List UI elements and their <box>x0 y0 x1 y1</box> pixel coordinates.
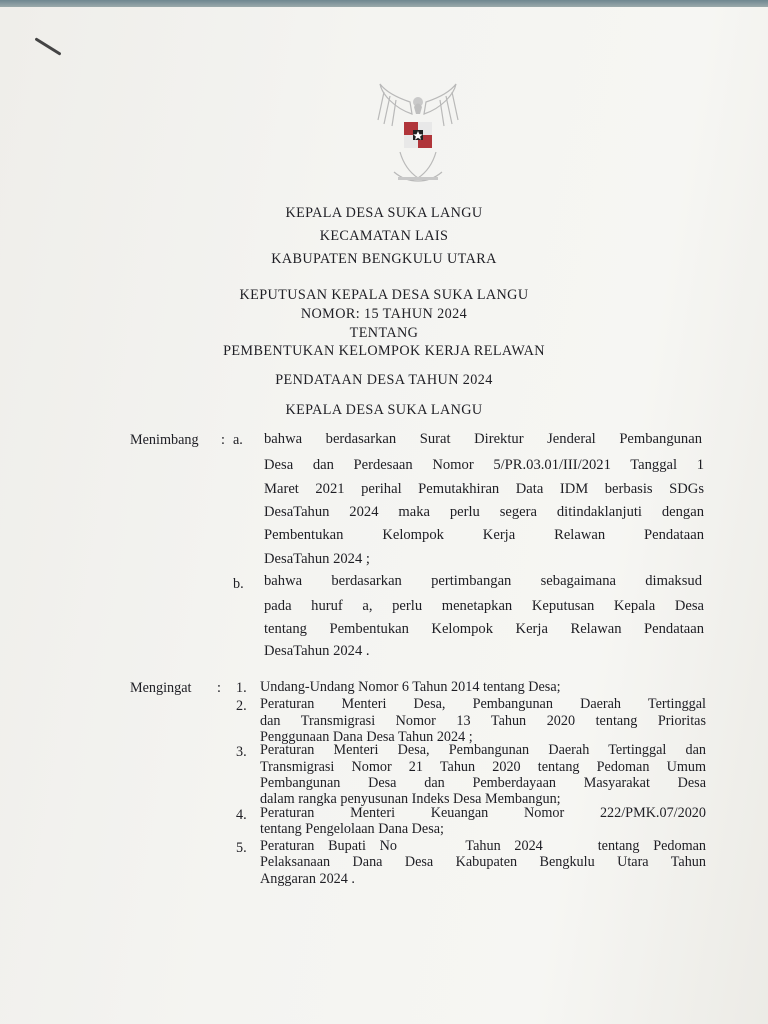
mengingat-marker-3: 3. <box>236 744 247 760</box>
mengingat-2-line: Penggunaan Dana Desa Tahun 2024 ; <box>260 729 473 745</box>
mengingat-marker-4: 4. <box>236 807 247 823</box>
header-line-3: KABUPATEN BENGKULU UTARA <box>271 251 497 267</box>
header-line-2: KECAMATAN LAIS <box>319 228 449 244</box>
mengingat-3-line: Peraturan Menteri Desa, Pembangunan Daerah Tertinggal dan <box>260 742 706 758</box>
mengingat-4-line: Peraturan Menteri Keuangan Nomor 222/PMK.07/2020 <box>260 805 706 821</box>
mengingat-3-line: Pembangunan Desa dan Pemberdayaan Masyarakat Desa <box>260 775 706 791</box>
menimbang-b-line: tentang Pembentukan Kelompok Kerja Relawan Pendataan <box>264 621 704 637</box>
mengingat-3-line: dalam rangka penyusunan Indeks Desa Membangun; <box>260 791 561 807</box>
menimbang-marker-a: a. <box>233 432 243 448</box>
menimbang-a-line: DesaTahun 2024 ; <box>264 551 370 567</box>
mengingat-5-line: Pelaksanaan Dana Desa Kabupaten Bengkulu Utara Tahun <box>260 854 706 870</box>
menimbang-a-line: bahwa berdasarkan Surat Direktur Jenderal Pembangunan <box>264 431 702 447</box>
mengingat-5-line: Peraturan Bupati No Tahun 2024 tentang Pedoman <box>260 838 706 854</box>
title-line-2: NOMOR: 15 TAHUN 2024 <box>300 306 468 322</box>
mengingat-label: Mengingat <box>130 680 192 696</box>
mengingat-marker-1: 1. <box>236 680 247 696</box>
title-line-6: KEPALA DESA SUKA LANGU <box>285 402 483 418</box>
title-line-4: PEMBENTUKAN KELOMPOK KERJA RELAWAN <box>223 343 545 359</box>
menimbang-marker-b: b. <box>233 576 244 592</box>
mengingat-3-line: Transmigrasi Nomor 21 Tahun 2020 tentang Pedoman Umum <box>260 759 706 775</box>
menimbang-colon: : <box>221 432 225 448</box>
mengingat-4-line: tentang Pengelolaan Dana Desa; <box>260 821 444 837</box>
mengingat-1-line: Undang-Undang Nomor 6 Tahun 2014 tentang Desa; <box>260 679 561 695</box>
mengingat-5-line: Anggaran 2024 . <box>260 871 355 887</box>
mengingat-colon: : <box>217 680 221 696</box>
mengingat-marker-2: 2. <box>236 698 247 714</box>
mengingat-marker-5: 5. <box>236 840 247 856</box>
menimbang-a-line: Pembentukan Kelompok Kerja Relawan Pendataan <box>264 527 704 543</box>
title-line-1: KEPUTUSAN KEPALA DESA SUKA LANGU <box>239 287 529 303</box>
garuda-emblem-icon <box>364 80 472 186</box>
mengingat-2-line: Peraturan Menteri Desa, Pembangunan Daerah Tertinggal <box>260 696 706 712</box>
menimbang-b-line: bahwa berdasarkan pertimbangan sebagaimana dimaksud <box>264 573 702 589</box>
menimbang-a-line: Desa dan Perdesaan Nomor 5/PR.03.01/III/2021 Tanggal 1 <box>264 457 704 473</box>
menimbang-b-line: pada huruf a, perlu menetapkan Keputusan Kepala Desa <box>264 598 704 614</box>
mengingat-2-line: dan Transmigrasi Nomor 13 Tahun 2020 tentang Prioritas <box>260 713 706 729</box>
menimbang-a-line: DesaTahun 2024 maka perlu segera ditindaklanjuti dengan <box>264 504 704 520</box>
title-line-3: TENTANG <box>349 325 419 341</box>
menimbang-label: Menimbang <box>130 432 199 448</box>
menimbang-b-line: DesaTahun 2024 . <box>264 643 370 659</box>
menimbang-a-line: Maret 2021 perihal Pemutakhiran Data IDM berbasis SDGs <box>264 481 704 497</box>
pen-mark <box>34 37 61 55</box>
header-line-1: KEPALA DESA SUKA LANGU <box>285 205 483 221</box>
title-line-5: PENDATAAN DESA TAHUN 2024 <box>275 372 493 388</box>
